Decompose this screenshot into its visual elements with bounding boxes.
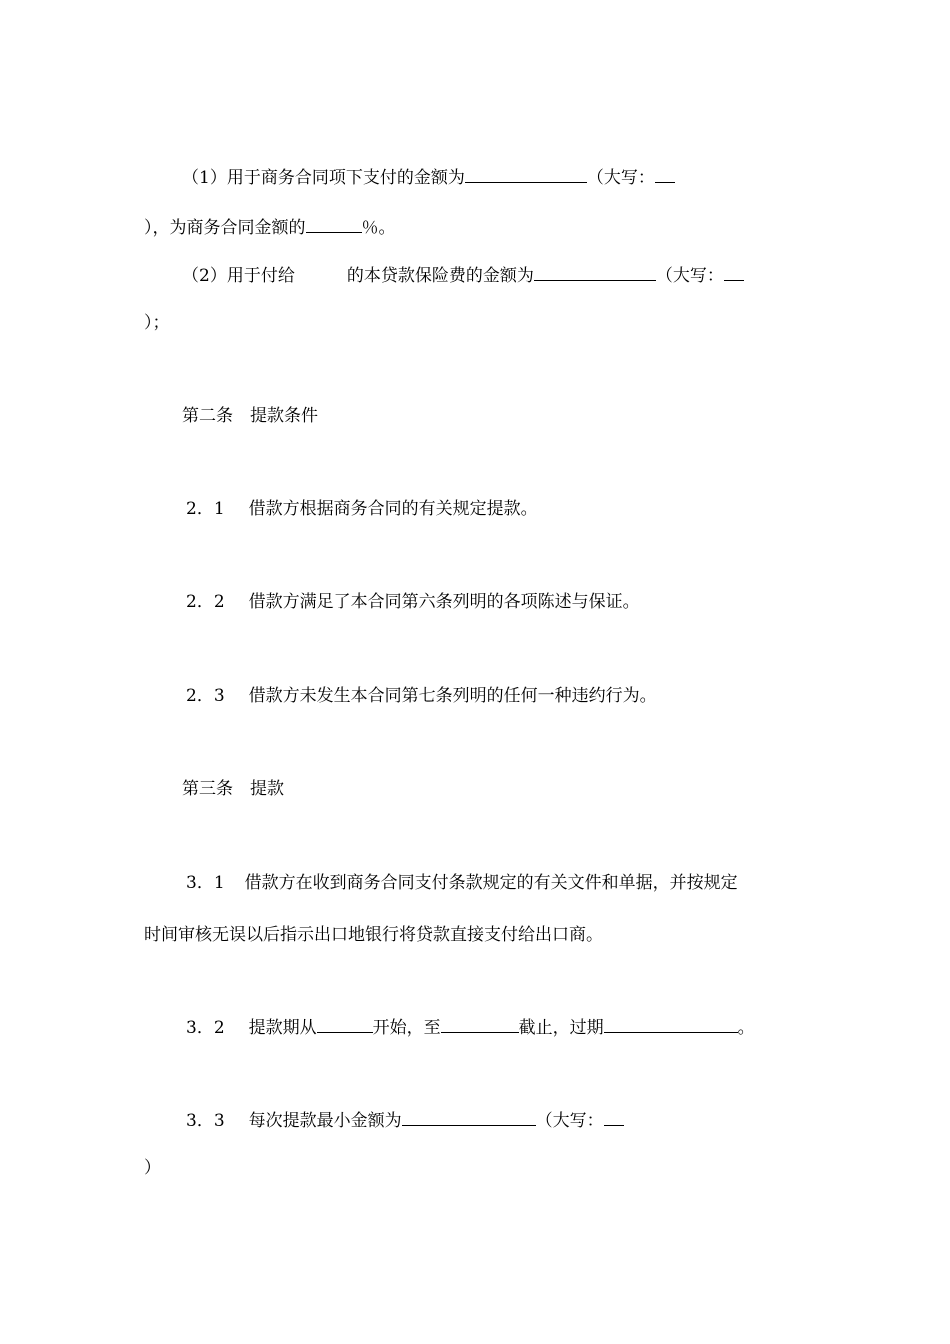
amount-blank [465, 166, 587, 183]
clause-2-3 [186, 685, 657, 707]
clause-text: 借款方未发生本合同第七条列明的任何一种违约行为。 [248, 686, 657, 706]
clause-text: 借款方满足了本合同第六条列明的各项陈述与保证。 [248, 592, 640, 612]
clause-text: 提款期从 [248, 1018, 317, 1038]
item2-text-a: （2）用于付给 [182, 266, 295, 286]
clause-text: ） [144, 1158, 161, 1178]
item1-text-b: （大写： [586, 168, 655, 188]
start-date-blank [317, 1016, 373, 1033]
clause-text: 截止，过期 [518, 1018, 604, 1038]
clause-number: 2．1 [186, 499, 225, 519]
article2-heading [182, 405, 318, 427]
article2-heading-text: 第二条 提款条件 [182, 406, 318, 426]
clause-text: （大写： [535, 1111, 604, 1131]
item2-line2 [144, 312, 170, 334]
premium-capital-blank [724, 264, 744, 281]
clause-text: 借款方根据商务合同的有关规定提款。 [248, 499, 538, 519]
clause-3-2 [186, 1016, 755, 1039]
item1-text-d: ％。 [361, 218, 396, 238]
item2-text-d: ）； [144, 313, 170, 333]
item1-text-c: ），为商务合同金额的 [144, 218, 306, 238]
article3-heading [182, 778, 284, 800]
clause-3-1-line1 [186, 872, 738, 894]
clause-text: 开始，至 [372, 1018, 441, 1038]
percent-blank [306, 216, 362, 233]
clause-number: 3．2 [186, 1018, 225, 1038]
clause-2-1 [186, 498, 538, 520]
capital-amount-blank [655, 166, 675, 183]
clause-3-1-line2 [144, 924, 603, 946]
premium-amount-blank [534, 264, 656, 281]
clause-text: 每次提款最小金额为 [248, 1111, 402, 1131]
item1-line2 [144, 216, 396, 239]
clause-2-2 [186, 591, 640, 613]
item2-text-c: （大写： [655, 266, 724, 286]
clause-text: 时间审核无误以后指示出口地银行将贷款直接支付给出口商。 [144, 925, 603, 945]
clause-text: 借款方在收到商务合同支付条款规定的有关文件和单据，并按规定 [244, 873, 738, 893]
clause-number: 2．3 [186, 686, 225, 706]
article3-heading-text: 第三条 提款 [182, 779, 284, 799]
item2-line1 [182, 264, 744, 287]
clause-number: 3．1 [186, 873, 225, 893]
clause-3-3-line1 [186, 1109, 624, 1132]
clause-3-3-line2 [144, 1157, 161, 1179]
item2-text-b: 的本贷款保险费的金额为 [346, 266, 534, 286]
clause-number: 2．2 [186, 592, 225, 612]
expiry-blank [604, 1016, 738, 1033]
min-amount-capital-blank [604, 1109, 624, 1126]
clause-number: 3．3 [186, 1111, 225, 1131]
item1-text-a: （1）用于商务合同项下支付的金额为 [182, 168, 465, 188]
clause-text: 。 [737, 1018, 755, 1038]
min-amount-blank [402, 1109, 536, 1126]
end-date-blank [441, 1016, 519, 1033]
item1-line1 [182, 166, 675, 189]
